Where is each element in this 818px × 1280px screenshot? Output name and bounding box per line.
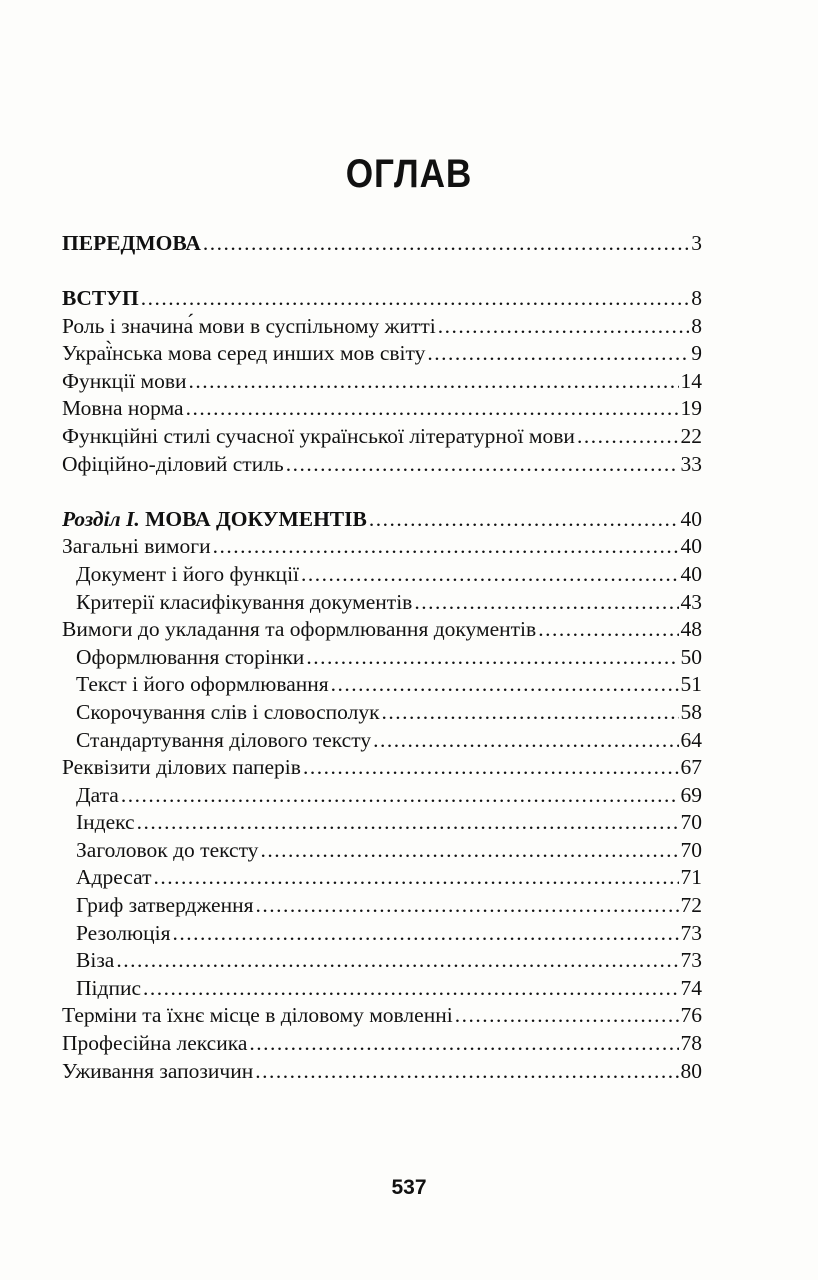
entry-title: Мовна норма (62, 396, 184, 421)
entry-page: 70 (680, 837, 702, 862)
toc-entry (62, 561, 702, 589)
dot-leader (121, 782, 679, 810)
entry-page: 19 (680, 396, 702, 421)
dot-leader (427, 340, 689, 368)
toc-entry (62, 920, 702, 948)
toc-entry (62, 423, 702, 451)
entry-title: Віза (76, 948, 115, 973)
dot-leader (382, 699, 679, 727)
entry-title: Професійна лексика (62, 1031, 248, 1056)
entry-page: 8 (691, 286, 702, 311)
entry-title: Адресат (76, 865, 152, 890)
entry-page: 40 (680, 561, 702, 586)
toc-group (62, 285, 702, 478)
toc-entry (62, 1002, 702, 1030)
dot-leader (141, 285, 690, 313)
toc-entry (62, 727, 702, 755)
entry-page: 78 (680, 1031, 702, 1056)
dot-leader (153, 864, 678, 892)
entry-title: Текст і його оформлювання (76, 672, 329, 697)
entry-title: Уживання запозичин (62, 1058, 254, 1083)
entry-title: Загальні вимоги (62, 534, 211, 559)
entry-title: ВСТУП (62, 286, 139, 311)
entry-page: 33 (680, 451, 702, 476)
entry-title: Заголовок до тексту (76, 837, 259, 862)
entry-page: 50 (680, 644, 702, 669)
toc-entry (62, 671, 702, 699)
toc-entry (62, 892, 702, 920)
entry-title: Терміни та їхнє місце в діловому мовленні (62, 1003, 453, 1028)
toc-entry (62, 837, 702, 865)
dot-leader (143, 975, 679, 1003)
toc-group (62, 230, 702, 258)
table-of-contents (62, 230, 702, 1113)
entry-page: 69 (680, 782, 702, 807)
toc-entry (62, 754, 702, 782)
entry-title: Реквізити ділових паперів (62, 755, 301, 780)
entry-page: 80 (680, 1058, 702, 1083)
entry-page: 64 (680, 727, 702, 752)
entry-title: МОВА ДОКУМЕНТІВ (145, 506, 367, 531)
toc-entry (62, 340, 702, 368)
dot-leader (286, 451, 679, 479)
entry-title: Украї̀нська мова серед инших мов світу (62, 341, 426, 366)
dot-leader (186, 395, 679, 423)
dot-leader (213, 533, 679, 561)
dot-leader (577, 423, 679, 451)
entry-page: 8 (691, 313, 702, 338)
toc-group (62, 506, 702, 1085)
entry-title: ПЕРЕДМОВА (62, 231, 201, 255)
toc-entry (62, 699, 702, 727)
entry-page: 67 (680, 755, 702, 780)
toc-entry (62, 644, 702, 672)
entry-title: Дата (76, 782, 119, 807)
dot-leader (137, 809, 679, 837)
toc-entry (62, 809, 702, 837)
entry-page: 71 (680, 865, 702, 890)
entry-title: Офіційно-діловий стиль (62, 451, 284, 476)
toc-entry (62, 533, 702, 561)
entry-page: 51 (680, 672, 702, 697)
entry-page: 76 (680, 1003, 702, 1028)
dot-leader (303, 754, 679, 782)
entry-page: 43 (680, 589, 702, 614)
section-prefix: Розділ I. (62, 506, 140, 531)
entry-title: Критерії класифікування документів (76, 589, 413, 614)
entry-page: 22 (680, 424, 702, 449)
dot-leader (373, 727, 678, 755)
dot-leader (306, 644, 678, 672)
entry-page: 9 (691, 341, 702, 366)
dot-leader (203, 230, 689, 258)
toc-entry (62, 864, 702, 892)
toc-entry (62, 451, 702, 479)
dot-leader (260, 837, 678, 865)
dot-leader (414, 589, 678, 617)
entry-title: Резолюція (76, 920, 171, 945)
toc-entry (62, 1058, 702, 1086)
dot-leader (455, 1002, 679, 1030)
toc-entry (62, 230, 702, 258)
entry-page: 73 (680, 920, 702, 945)
page-title: ОГЛАВ (345, 152, 473, 196)
toc-entry (62, 782, 702, 810)
dot-leader (172, 920, 678, 948)
toc-entry (62, 1030, 702, 1058)
dot-leader (301, 561, 678, 589)
dot-leader (331, 671, 679, 699)
toc-entry (62, 313, 702, 341)
entry-title: Вимоги до укладання та оформлювання документів (62, 617, 537, 642)
toc-entry (62, 395, 702, 423)
dot-leader (116, 947, 678, 975)
entry-title: Роль і значина́ мови в суспільному житті (62, 313, 436, 338)
toc-entry (62, 285, 702, 313)
dot-leader (249, 1030, 678, 1058)
entry-title: Оформлювання сторінки (76, 644, 305, 669)
entry-title: Скорочування слів і словосполук (76, 699, 380, 724)
toc-entry (62, 616, 702, 644)
entry-page: 40 (680, 506, 702, 531)
toc-entry (62, 368, 702, 396)
dot-leader (189, 368, 679, 396)
entry-page: 72 (680, 893, 702, 918)
entry-title: Гриф затвердження (76, 893, 254, 918)
dot-leader (538, 616, 678, 644)
entry-page: 70 (680, 810, 702, 835)
entry-title: Функції мови (62, 368, 187, 393)
entry-page: 48 (680, 617, 702, 642)
toc-entry (62, 975, 702, 1003)
dot-leader (369, 506, 679, 534)
toc-entry (62, 589, 702, 617)
entry-title: Підпис (76, 975, 141, 1000)
dot-leader (255, 1058, 678, 1086)
entry-page: 14 (680, 368, 702, 393)
dot-leader (438, 313, 689, 341)
entry-page: 74 (680, 975, 702, 1000)
entry-page: 40 (680, 534, 702, 559)
toc-entry (62, 506, 702, 534)
entry-title: Функційні стилі сучасної української літературної мови (62, 424, 575, 449)
dot-leader (256, 892, 679, 920)
page-number: 537 (391, 1176, 427, 1199)
entry-title: Документ і його функції (76, 561, 300, 586)
toc-entry (62, 947, 702, 975)
entry-page: 58 (680, 699, 702, 724)
entry-page: 73 (680, 948, 702, 973)
entry-title: Стандартування ділового тексту (76, 727, 372, 752)
entry-page: 3 (691, 231, 702, 255)
entry-title: Індекс (76, 810, 135, 835)
